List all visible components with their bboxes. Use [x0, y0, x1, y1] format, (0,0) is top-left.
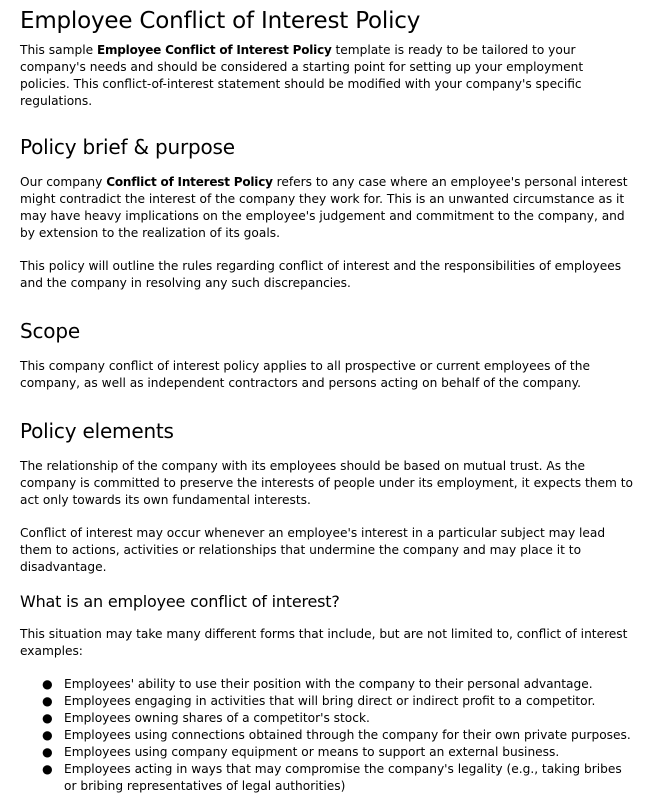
intro-paragraph — [20, 42, 634, 110]
list-item-text: Employees using company equipment or means to support an external business. — [64, 745, 560, 759]
section-heading-elements: Policy elements — [20, 419, 174, 443]
bullet-icon: ● — [42, 745, 53, 759]
subsection-heading-what-is: What is an employee conflict of interest? — [20, 592, 340, 611]
brief-paragraph-1 — [20, 174, 634, 242]
brief-text-after: refers to any case where an employee's personal interest might contradict the interest of the company they work for. This is an unwanted circumstance as it may have heavy implications on the employee's judgement and commitment to the company, and by extension to the realization of its goals. — [20, 175, 628, 240]
intro-text-after: template is ready to be tailored to your company's needs and should be considered a starting point for setting up your employment policies. This conflict-of-interest statement should be modified with your company's specific regulations. — [20, 43, 584, 108]
brief-paragraph-2: This policy will outline the rules regarding conflict of interest and the responsibilities of employees and the company in resolving any such discrepancies. — [20, 259, 622, 290]
conflict-examples-list — [20, 676, 634, 795]
list-item-text: Employees engaging in activities that will bring direct or indirect profit to a competitor. — [64, 694, 596, 708]
list-item — [42, 676, 634, 693]
elements-paragraph-2: Conflict of interest may occur whenever an employee's interest in a particular subject may lead them to actions, activities or relationships that undermine the company and may place it to disadvantage. — [20, 526, 606, 574]
scope-paragraph: This company conflict of interest policy applies to all prospective or current employees of the company, as well as independent contractors and persons acting on behalf of the company. — [20, 359, 590, 390]
brief-text-before: Our company — [20, 175, 107, 189]
bullet-icon: ● — [42, 694, 53, 708]
list-item — [42, 710, 634, 727]
bullet-icon: ● — [42, 728, 53, 742]
intro-bold-text: Employee Conflict of Interest Policy — [96, 43, 332, 57]
elements-paragraph-1: The relationship of the company with its employees should be based on mutual trust. As the company is committed to preserve the interests of people under its employment, it expects them to act only towards its own fundamental interests. — [20, 459, 633, 507]
bullet-icon: ● — [42, 762, 53, 776]
list-item-text: Employees owning shares of a competitor's stock. — [64, 711, 370, 725]
list-item-text: Employees using connections obtained through the company for their own private purposes. — [64, 728, 631, 742]
list-item-text: Employees' ability to use their position with the company to their personal advantage. — [64, 677, 593, 691]
brief-bold-text: Conflict of Interest Policy — [106, 175, 273, 189]
list-item — [42, 693, 634, 710]
bullet-icon: ● — [42, 711, 53, 725]
list-item — [42, 761, 634, 795]
bullet-icon: ● — [42, 677, 53, 691]
what-is-paragraph: This situation may take many different forms that include, but are not limited to, conflict of interest examples: — [20, 627, 628, 658]
section-heading-brief: Policy brief & purpose — [20, 135, 235, 159]
section-heading-scope: Scope — [20, 319, 80, 343]
list-item — [42, 744, 634, 761]
page-title: Employee Conflict of Interest Policy — [20, 8, 421, 34]
list-item — [42, 727, 634, 744]
intro-text-before: This sample — [20, 43, 97, 57]
list-item-text: Employees acting in ways that may compromise the company's legality (e.g., taking bribes or bribing representatives of legal authorities) — [64, 762, 622, 793]
